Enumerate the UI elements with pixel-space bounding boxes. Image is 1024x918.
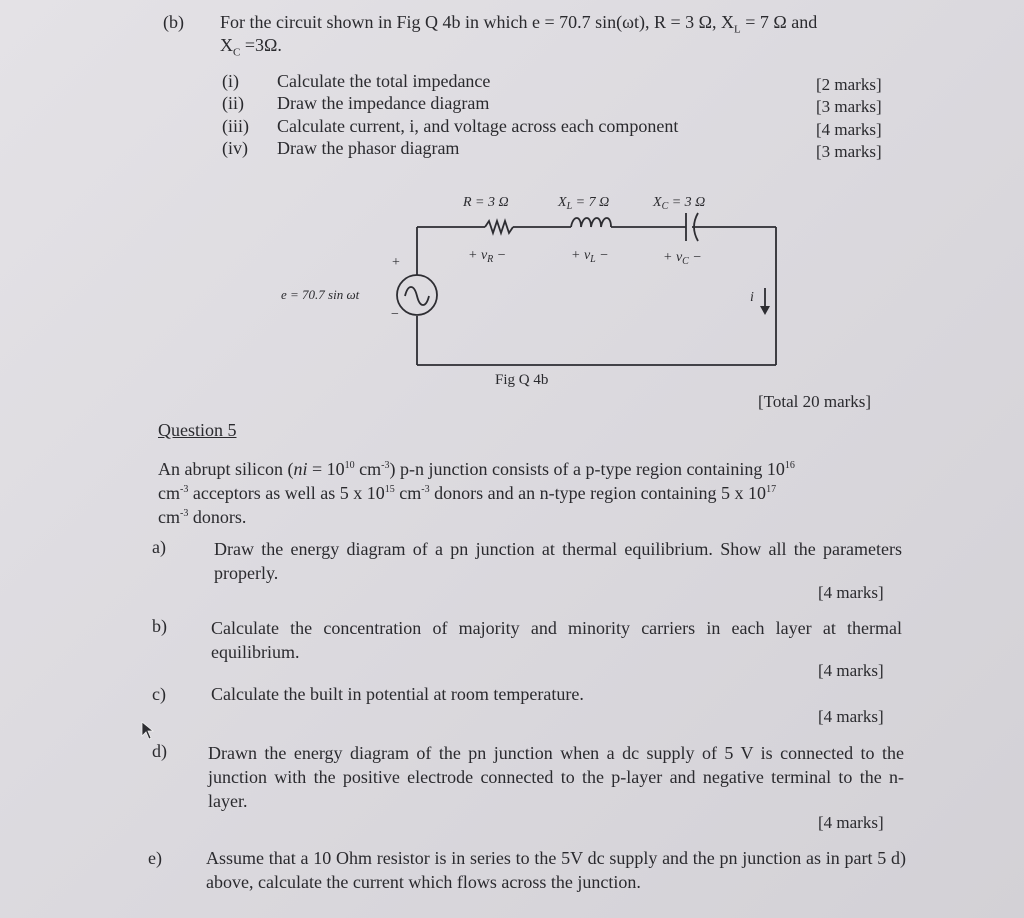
part-b-item-marks: [2 marks]: [816, 75, 882, 94]
part-b-intro-line2: $X_C =3\Omega$.: [220, 35, 282, 59]
part-b-item-text: Calculate current, i, and voltage across each component: [277, 116, 679, 136]
mouse-pointer-icon: [141, 721, 157, 741]
part-b-intro-line1: For the circuit shown in Fig Q 4b in which e = 70.7 sin(ωt), R = 3 Ω, $X_L = 7$ Ω and: [220, 12, 818, 36]
source-label: e = 70.7 sin ωt: [281, 287, 360, 302]
vr-label: + $v_R$ −: [468, 248, 507, 265]
source-minus: −: [391, 307, 399, 322]
q5-item-text: Calculate the concentration of majority and minority carriers in each layer at thermal equilibrium.: [211, 618, 902, 662]
q5-item-num: e): [148, 848, 162, 868]
q5-item-text: Assume that a 10 Ohm resistor is in series to the 5V dc supply and the pn junction as in part 5 d) above, calculate the current which flows across the junction.: [206, 848, 906, 892]
q5-item-marks: [4 marks]: [818, 707, 884, 726]
capacitor-label: $X_C = 3$ Ω: [653, 195, 706, 212]
part-b-item-marks: [3 marks]: [816, 142, 882, 161]
question-5-intro: An abrupt silicon ($ni = 10^{10}$ $cm^{-3}$) p-n junction consists of a p-type region containing $10^{16}$ $cm^{-3}$ acceptors as well as 5 x $10^{15}$ $cm^{-3}$ donors and an n-type region containing 5 x $10^{17}$ $cm^{-3}$ donors.: [158, 459, 795, 527]
part-b-item-num: (i): [222, 71, 239, 91]
q5-item-num: b): [152, 616, 167, 636]
q5-item-text: Drawn the energy diagram of the pn junction when a dc supply of 5 V is connected to the junction with the positive electrode connected to the p-layer and negative terminal to the n-layer.: [208, 743, 904, 811]
q5-item-text: Calculate the built in potential at room temperature.: [211, 684, 584, 704]
part-b-item-num: (iv): [222, 138, 248, 158]
q5-item-num: c): [152, 684, 166, 704]
total-marks: [Total 20 marks]: [758, 392, 872, 411]
vl-label: + $v_L$ −: [571, 248, 609, 265]
part-b-item-marks: [4 marks]: [816, 120, 882, 139]
part-b-item-num: (ii): [222, 93, 244, 113]
q5-item-text: Draw the energy diagram of a pn junction at thermal equilibrium. Show all the parameters properly.: [214, 539, 902, 583]
q5-item-marks: [4 marks]: [818, 583, 884, 602]
part-b-label: (b): [163, 12, 184, 32]
part-b-item-text: Calculate the total impedance: [277, 71, 491, 91]
circuit-wires: [397, 213, 776, 365]
figure-caption: Fig Q 4b: [495, 372, 549, 388]
part-b-item-num: (iii): [222, 116, 249, 136]
q5-item-marks: [4 marks]: [818, 813, 884, 832]
part-b-item-text: Draw the phasor diagram: [277, 138, 460, 158]
vc-label: + $v_C$ −: [663, 250, 702, 267]
source-plus: +: [392, 255, 400, 270]
resistor-label: R = 3 Ω: [463, 195, 509, 210]
q5-item-marks: [4 marks]: [818, 661, 884, 680]
q5-item-num: a): [152, 537, 166, 557]
question-5-title: Question 5: [158, 420, 237, 440]
part-b-item-text: Draw the impedance diagram: [277, 93, 490, 113]
q5-item-num: d): [152, 741, 167, 761]
circuit-diagram: [0, 0, 1024, 400]
current-arrow-icon: [760, 306, 770, 315]
part-b-item-marks: [3 marks]: [816, 97, 882, 116]
current-label: i: [750, 290, 754, 305]
inductor-label: $X_L = 7$ Ω: [558, 195, 610, 212]
